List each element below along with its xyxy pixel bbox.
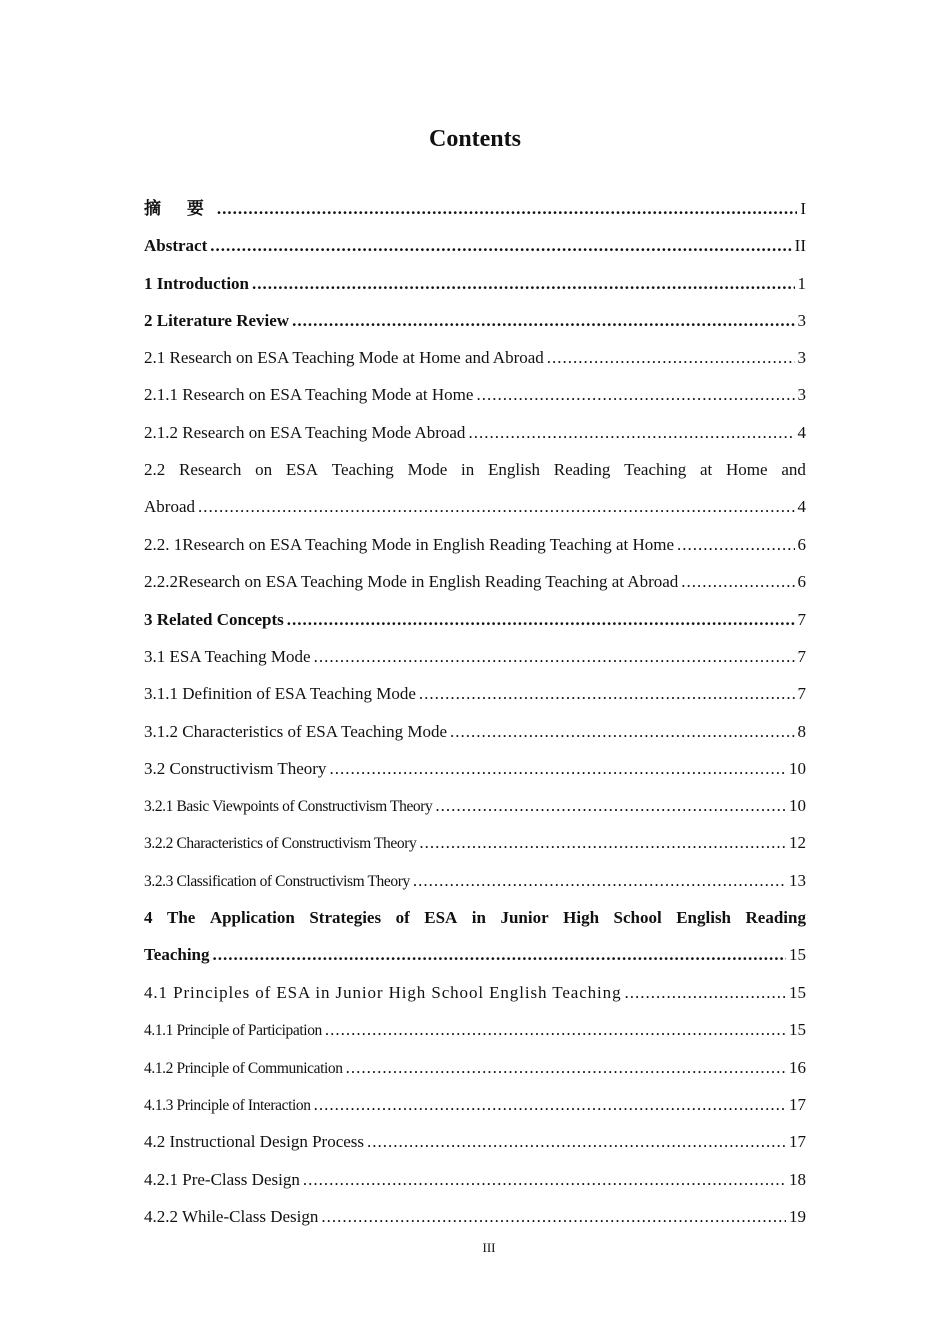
toc-entry-word: in xyxy=(471,908,486,928)
toc-entry-page-number: 8 xyxy=(797,721,806,741)
toc-entry-label-line1 xyxy=(144,451,806,488)
toc-dot-leader xyxy=(213,936,786,973)
toc-entry[interactable] xyxy=(144,750,806,787)
toc-dot-leader xyxy=(287,601,795,638)
toc-dot-leader xyxy=(547,339,795,376)
toc-dot-leader xyxy=(681,563,794,600)
toc-dot-leader xyxy=(321,1198,786,1235)
toc-entry[interactable] xyxy=(144,1198,806,1235)
table-of-contents xyxy=(144,190,806,1235)
toc-entry-word: English xyxy=(676,908,732,928)
toc-entry-page-number: 12 xyxy=(789,833,806,853)
toc-entry-page-number: 3 xyxy=(797,385,806,405)
toc-entry-page-number: 6 xyxy=(797,535,806,555)
toc-dot-leader xyxy=(419,675,795,712)
toc-dot-leader xyxy=(435,787,786,824)
toc-entry-word: Teaching xyxy=(624,460,687,480)
toc-entry-word: at xyxy=(699,460,713,480)
toc-entry[interactable] xyxy=(144,1123,806,1160)
toc-entry-label: 3.2 Constructivism Theory xyxy=(144,758,327,778)
toc-entry-label: 2 Literature Review xyxy=(144,310,290,330)
toc-entry-word: Mode xyxy=(407,460,448,480)
toc-dot-leader xyxy=(450,713,794,750)
toc-entry-page-number: 19 xyxy=(789,1206,806,1226)
toc-entry-page-number: 3 xyxy=(797,348,806,368)
toc-entry-word: Application xyxy=(209,908,295,928)
toc-entry-label: 4.1.2 Principle of Communication xyxy=(144,1059,343,1077)
toc-entry-label: 2.1.1 Research on ESA Teaching Mode at Home xyxy=(144,385,474,405)
toc-entry[interactable] xyxy=(144,1049,806,1086)
toc-entry-label: 3.1.1 Definition of ESA Teaching Mode xyxy=(144,684,416,704)
toc-entry[interactable] xyxy=(144,190,806,227)
toc-entry-page-number: 4 xyxy=(797,422,806,442)
toc-entry-word: School xyxy=(613,908,662,928)
toc-entry-word: ESA xyxy=(285,460,318,480)
toc-entry-word: Reading xyxy=(745,908,806,928)
toc-entry-page-number: 16 xyxy=(789,1057,806,1077)
toc-entry-word: and xyxy=(781,460,806,480)
toc-entry[interactable] xyxy=(144,824,806,861)
toc-entry[interactable] xyxy=(144,339,806,376)
toc-entry-word: 4 xyxy=(144,908,153,928)
toc-entry[interactable] xyxy=(144,414,806,451)
toc-entry-label: 3.1.2 Characteristics of ESA Teaching Mode xyxy=(144,721,448,741)
toc-dot-leader xyxy=(292,302,794,339)
toc-entry-page-number: 3 xyxy=(797,310,806,330)
toc-dot-leader xyxy=(325,1011,786,1048)
toc-entry-label: 4.2.1 Pre-Class Design xyxy=(144,1169,300,1189)
page-title: Contents xyxy=(428,126,521,152)
toc-dot-leader xyxy=(419,824,786,861)
toc-entry[interactable] xyxy=(144,638,806,675)
toc-entry-label-line2: Abroad xyxy=(144,497,195,517)
toc-entry-page-number: II xyxy=(794,236,806,256)
toc-entry-page-number: 4 xyxy=(797,497,806,517)
toc-entry-label: 2.1.2 Research on ESA Teaching Mode Abroad xyxy=(144,422,466,442)
toc-entry-label-line2: Teaching xyxy=(144,945,210,965)
toc-entry-page-number: 17 xyxy=(789,1094,806,1114)
toc-entry-word: Reading xyxy=(553,460,611,480)
toc-entry-label: 1 Introduction xyxy=(144,273,250,293)
toc-entry[interactable] xyxy=(144,899,806,974)
toc-entry-word: Strategies xyxy=(309,908,382,928)
toc-entry-word: High xyxy=(563,908,600,928)
toc-entry[interactable] xyxy=(144,1011,806,1048)
toc-entry-word: on xyxy=(255,460,273,480)
toc-entry-label: 2.2. 1Research on ESA Teaching Mode in English Reading Teaching at Home xyxy=(144,535,675,555)
toc-entry[interactable] xyxy=(144,974,806,1011)
toc-dot-leader xyxy=(252,265,794,302)
toc-dot-leader xyxy=(367,1123,786,1160)
toc-entry-label: 3 Related Concepts xyxy=(144,609,284,629)
toc-entry-label: 4.2 Instructional Design Process xyxy=(144,1132,365,1152)
toc-entry-label-line1 xyxy=(144,899,806,936)
toc-entry-label: 4.1 Principles of ESA in Junior High School English Teaching xyxy=(144,983,622,1003)
toc-entry-page-number: 1 xyxy=(797,273,806,293)
toc-entry-page-number: 15 xyxy=(789,945,806,965)
toc-entry-word: in xyxy=(461,460,475,480)
toc-entry-page-number: 15 xyxy=(789,1020,806,1040)
toc-entry-word: ESA xyxy=(424,908,458,928)
toc-entry[interactable] xyxy=(144,302,806,339)
toc-entry[interactable] xyxy=(144,675,806,712)
toc-entry-word: Research xyxy=(179,460,242,480)
toc-entry-word: The xyxy=(166,908,196,928)
toc-dot-leader xyxy=(329,750,786,787)
toc-entry[interactable] xyxy=(144,1086,806,1123)
toc-entry-page-number: 10 xyxy=(789,758,806,778)
toc-entry[interactable] xyxy=(144,1161,806,1198)
toc-dot-leader xyxy=(217,190,797,227)
toc-entry-label: 3.2.3 Classification of Constructivism Theory xyxy=(144,872,410,890)
toc-entry-word: English xyxy=(488,460,540,480)
toc-dot-leader xyxy=(303,1161,786,1198)
toc-entry-label: 4.1.1 Principle of Participation xyxy=(144,1022,322,1040)
toc-entry-page-number: 7 xyxy=(797,646,806,666)
toc-entry-page-number: 17 xyxy=(789,1132,806,1152)
toc-entry[interactable] xyxy=(144,862,806,899)
toc-entry[interactable] xyxy=(144,563,806,600)
toc-entry[interactable] xyxy=(144,451,806,526)
toc-dot-leader xyxy=(198,488,795,525)
toc-entry-page-number: 6 xyxy=(797,572,806,592)
toc-entry[interactable] xyxy=(144,227,806,264)
toc-dot-leader xyxy=(346,1049,786,1086)
toc-entry-page-number: 18 xyxy=(789,1169,806,1189)
toc-dot-leader xyxy=(476,376,794,413)
toc-dot-leader xyxy=(314,638,795,675)
toc-dot-leader xyxy=(468,414,794,451)
toc-entry-label: 3.2.2 Characteristics of Constructivism Theory xyxy=(144,835,417,853)
toc-entry-word: Home xyxy=(726,460,768,480)
toc-entry-label: 2.2.2Research on ESA Teaching Mode in English Reading Teaching at Abroad xyxy=(144,572,679,592)
toc-entry-label: 4.2.2 While-Class Design xyxy=(144,1206,319,1226)
toc-entry-page-number: 15 xyxy=(789,983,806,1003)
toc-entry-page-number: 13 xyxy=(789,870,806,890)
toc-entry[interactable] xyxy=(144,713,806,750)
toc-entry-label: 2.1 Research on ESA Teaching Mode at Home and Abroad xyxy=(144,348,544,368)
toc-entry[interactable] xyxy=(144,265,806,302)
toc-entry[interactable] xyxy=(144,526,806,563)
toc-entry-label: 3.1 ESA Teaching Mode xyxy=(144,646,311,666)
toc-entry-word: 2.2 xyxy=(144,460,166,480)
toc-entry-page-number: 10 xyxy=(789,796,806,816)
toc-entry-label: Abstract xyxy=(144,236,208,256)
toc-entry[interactable] xyxy=(144,787,806,824)
toc-entry-word: Teaching xyxy=(331,460,394,480)
toc-dot-leader xyxy=(677,526,794,563)
toc-entry-label: 3.2.1 Basic Viewpoints of Constructivism Theory xyxy=(144,798,433,816)
toc-entry-word: of xyxy=(395,908,410,928)
toc-dot-leader xyxy=(314,1086,786,1123)
toc-dot-leader xyxy=(413,862,786,899)
toc-entry-page-number: 7 xyxy=(797,609,806,629)
toc-entry-label: 4.1.3 Principle of Interaction xyxy=(144,1096,311,1114)
toc-entry[interactable] xyxy=(144,601,806,638)
toc-entry-label: 摘 要 xyxy=(144,199,214,219)
toc-entry-page-number: 7 xyxy=(797,684,806,704)
toc-dot-leader xyxy=(210,227,791,264)
footer-page-number: III xyxy=(482,1240,496,1255)
toc-dot-leader xyxy=(624,974,786,1011)
toc-entry-page-number: I xyxy=(800,199,806,218)
toc-entry-word: Junior xyxy=(500,908,549,928)
toc-entry[interactable] xyxy=(144,376,806,413)
